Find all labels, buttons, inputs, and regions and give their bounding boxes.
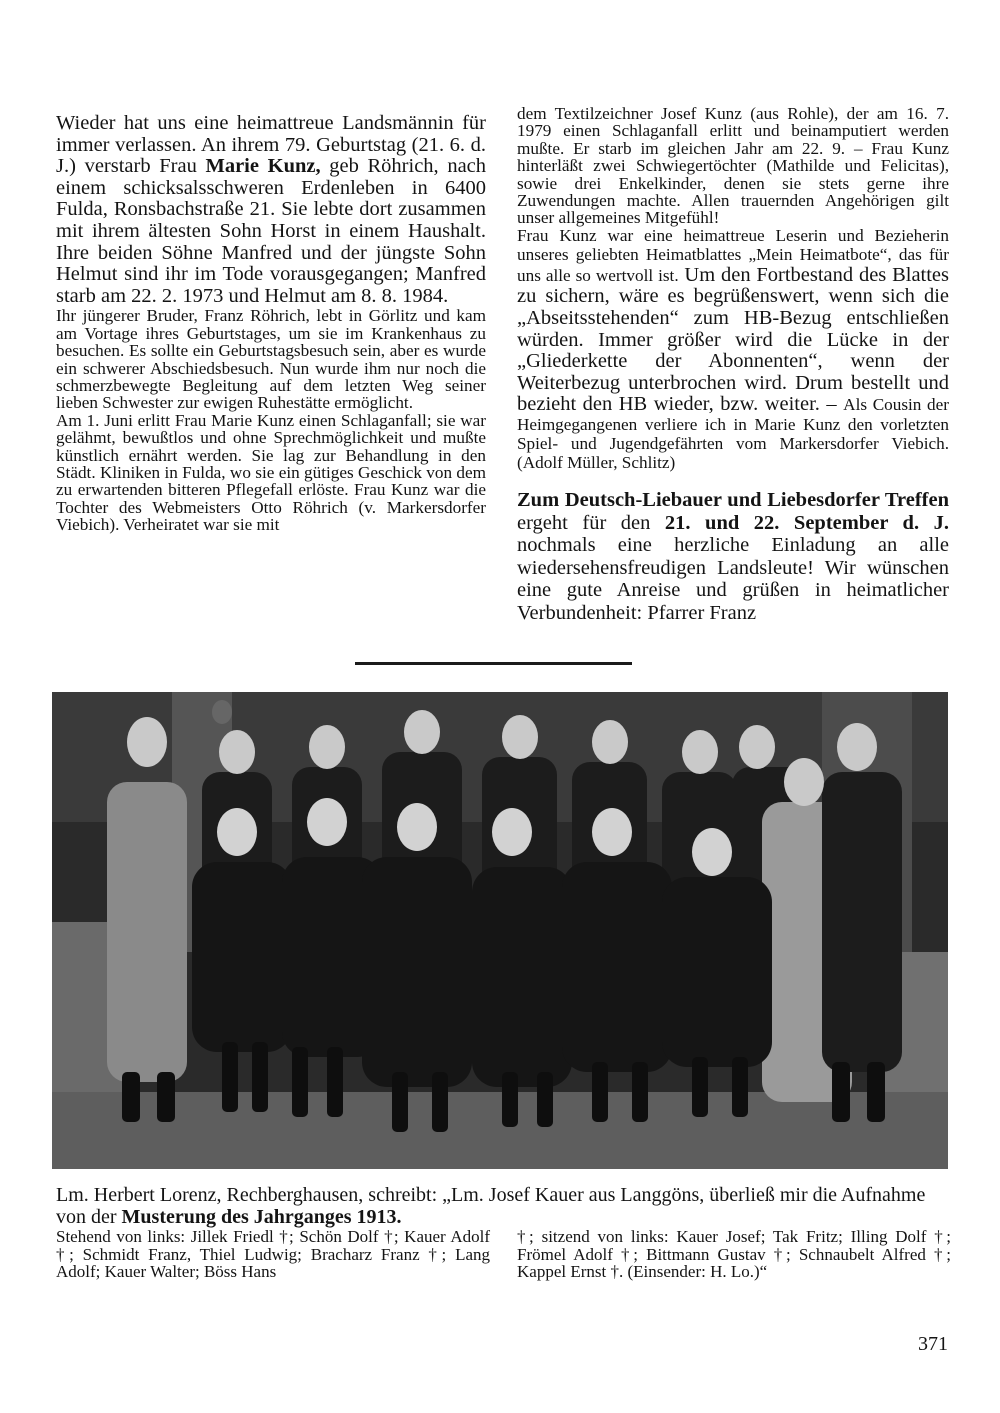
right-paragraph-1: dem Textilzeichner Josef Kunz (aus Rohle), der am 16. 7. 1979 einen Schlaganfall erlitt und beinamputiert werden mußte. Er starb im gleichen Jahr am 22. 9. – Frau Kunz hinterläßt zwei Schwiegertöchter (Mathilde und Felicitas), sowie drei Enkelkinder, denen sie stets gerne ihre Zuwendungen machte. Allen trauernden Angehörigen gilt unser allgemeines Mitgefühl! <box>517 104 949 228</box>
separator-rule <box>355 662 632 665</box>
treffen-dates: 21. und 22. September d. J. <box>664 511 949 534</box>
right-paragraph-2: Frau Kunz war eine heimattreue Leserin und Bezieherin unseres geliebten Heimatblattes „Mein Heimatbote“, das für uns alle so wertvoll ist. Um den Fortbestand des Blattes zu sichern, wäre es begrüßenswert, wenn sich die „Abseitsstehenden“ zum HB-Bezug entschließen würden. Immer größer wird die Lücke in der „Gliederkette der Abonnenten“, wenn der Weiterbezug unterbrochen wird. Drum bestellt und bezieht den HB wieder, bzw. weiter. – Als Cousin der Heimgegangenen verliere ich in Marie Kunz den vorletzten Spiel- und Jugendgefährten vom Markersdorfer Viebich. (Adolf Müller, Schlitz) <box>517 225 950 472</box>
right-column <box>517 105 949 625</box>
caption-intro: Lm. Herbert Lorenz, Rechberghausen, schreibt: „Lm. Josef Kauer aus Langgöns, überließ mir die Aufnahme von der Musterung des Jahrganges 1913. <box>56 1184 926 1228</box>
photo-caption <box>56 1184 952 1228</box>
left-column <box>56 113 486 534</box>
caption-intro-bold: Musterung des Jahrganges 1913. <box>121 1206 402 1228</box>
treffen-headline: Zum Deutsch-Liebauer und Liebesdorfer Treffen <box>517 489 949 511</box>
group-photo <box>52 692 948 1169</box>
caption-sitting: †; sitzend von links: Kauer Josef; Tak Fritz; Illing Dolf †; Frömel Adolf †; Bittmann Gustav †; Schnaubelt Alfred †; Kappel Ernst †. (Einsender: H. Lo.)“ <box>517 1227 951 1282</box>
caption-standing: Stehend von links: Jillek Friedl †; Schön Dolf †; Kauer Adolf †; Schmidt Franz, Thiel Ludwig; Bracharz Franz †; Lang Adolf; Kauer Walter; Böss Hans <box>56 1227 490 1282</box>
group-photo-illustration <box>52 692 948 1169</box>
name-marie-kunz: Marie Kunz, <box>205 155 321 178</box>
left-paragraph-3: Am 1. Juni erlitt Frau Marie Kunz einen Schlaganfall; sie war gelähmt, bewußtlos und ohne Sprechmöglichkeit und mußte künstlich ernährt werden. Sie lag zur Behandlung in den Städt. Kliniken in Fulda, wo sie ein gütiges Geschick von dem zu erwartenden bitteren Pflegefall erlöste. Frau Kunz war die Tochter des Webmeisters Otto Röhrich (v. Markersdorfer Viebich). Verheiratet war sie mit <box>56 410 486 535</box>
treffen-announcement: Zum Deutsch-Liebauer und Liebesdorfer Treffen ergeht für den 21. und 22. September d. J. nochmals eine herzliche Einladung an alle wiedersehensfreudigen Landsleute! Wir wünschen eine gute Anreise und grüßen in heimatlicher Verbundenheit: Pfarrer Franz <box>517 489 949 624</box>
left-paragraph-2: Ihr jüngerer Bruder, Franz Röhrich, lebt in Görlitz und kam am Vortage ihres Geburtstages, um sie im Krankenhaus zu besuchen. Es sollte ein Geburtstagsbesuch sein, aber es wurde ein schwerer Abschiedsbesuch. Nun wurde ihm nur noch die schmerzbewegte Begleitung auf dem letzten Weg seiner lieben Schwester zur ewigen Ruhestätte ermöglicht. <box>56 306 486 413</box>
left-paragraph-1: Wieder hat uns eine heimattreue Landsmännin für immer verlassen. An ihrem 79. Geburtstag (21. 6. d. J.) verstarb Frau Marie Kunz, geb Röhrich, nach einem schicksalsschweren Erdenleben in 6400 Fulda, Ronsbachstraße 21. Sie lebte dort zusammen mit ihrem ältesten Sohn Horst in einem Haushalt. Ihre beiden Söhne Manfred und der jüngste Sohn Helmut sind ihr im Tode vorausgegangen; Manfred starb am 22. 2. 1973 und Helmut am 8. 8. 1984. <box>56 112 487 307</box>
page-number: 371 <box>918 1333 948 1355</box>
